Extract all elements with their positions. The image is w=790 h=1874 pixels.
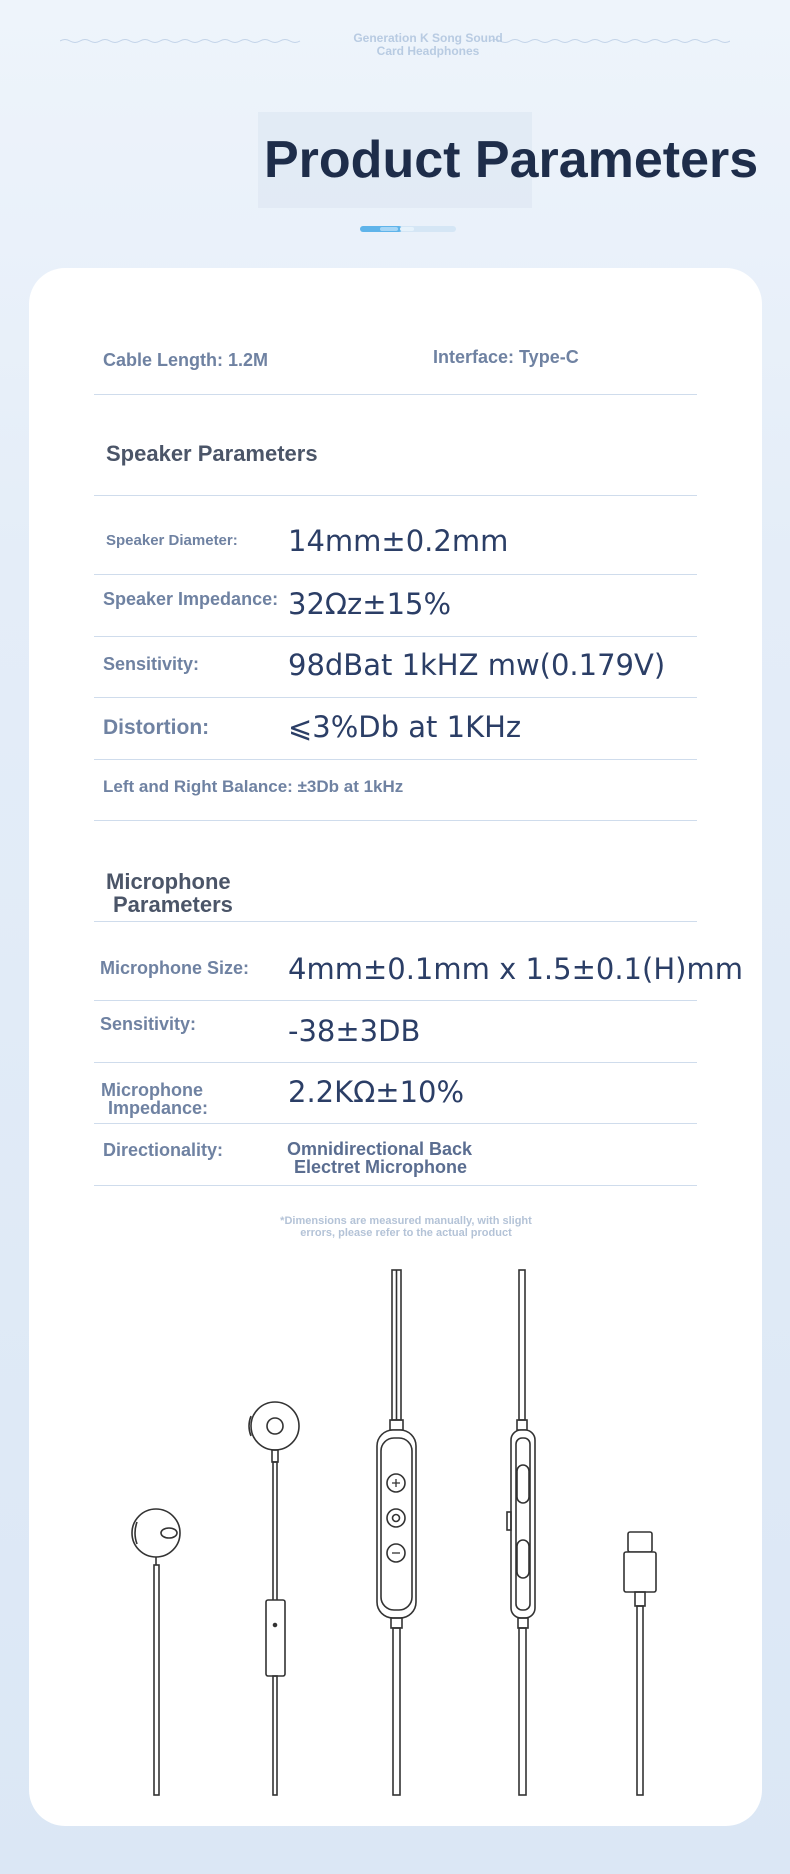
distortion-label: Distortion: <box>103 716 210 739</box>
title-underline-decoration <box>360 224 456 234</box>
speaker-sensitivity-value: 98dBat 1kHZ mw(0.179V) <box>288 648 666 682</box>
measurement-note <box>250 1215 562 1239</box>
balance-label: Left and Right Balance: ±3Db at 1kHz <box>103 777 404 796</box>
speaker-section-title: Speaker Parameters <box>106 441 318 466</box>
measurement-note-line-2: errors, please refer to the actual product <box>300 1227 512 1239</box>
speaker-diameter-value: 14mm±0.2mm <box>288 524 509 558</box>
brand-line-2: Card Headphones <box>376 44 480 58</box>
interface-label: Interface: Type-C <box>433 347 579 367</box>
directionality-value-line-1: Omnidirectional Back <box>287 1139 473 1159</box>
distortion-value: ⩽3%Db at 1KHz <box>288 710 522 744</box>
mic-sensitivity-value: -38±3DB <box>288 1014 421 1048</box>
earbud-with-mic-drawing <box>249 1402 299 1795</box>
cable-length-label: Cable Length: 1.2M <box>103 350 269 370</box>
mic-section-title <box>106 870 233 916</box>
speaker-sensitivity-label: Sensitivity: <box>103 654 200 674</box>
mic-section-title-line-2: Parameters <box>113 892 233 917</box>
mic-impedance-label-line-2: Impedance: <box>108 1098 209 1118</box>
page-title: Product Parameters <box>264 131 759 189</box>
mic-section-title-line-1: Microphone <box>106 869 231 894</box>
speaker-diameter-label: Speaker Diameter: <box>106 532 238 549</box>
earbud-side-view-drawing <box>132 1509 180 1795</box>
headphones-line-drawing <box>29 1260 762 1800</box>
speaker-impedance-value: 32Ωz±15% <box>288 587 452 621</box>
speaker-impedance-label: Speaker Impedance: <box>103 589 279 609</box>
mic-impedance-label <box>101 1081 208 1117</box>
remote-side-drawing <box>507 1270 535 1795</box>
directionality-value-line-2: Electret Microphone <box>294 1157 468 1177</box>
mic-impedance-value: 2.2KΩ±10% <box>288 1075 465 1109</box>
measurement-note-line-1: *Dimensions are measured manually, with slight <box>280 1215 532 1227</box>
brand-label <box>318 32 538 58</box>
directionality-value <box>287 1140 472 1176</box>
mic-size-label: Microphone Size: <box>100 958 250 978</box>
brand-line-1: Generation K Song Sound <box>353 31 503 45</box>
mic-sensitivity-label: Sensitivity: <box>100 1014 197 1034</box>
directionality-label: Directionality: <box>103 1140 224 1160</box>
mic-impedance-label-line-1: Microphone <box>101 1080 203 1100</box>
mic-size-value: 4mm±0.1mm x 1.5±0.1(H)mm <box>288 952 743 986</box>
remote-front-drawing <box>377 1270 416 1795</box>
type-c-plug-drawing <box>624 1532 656 1795</box>
